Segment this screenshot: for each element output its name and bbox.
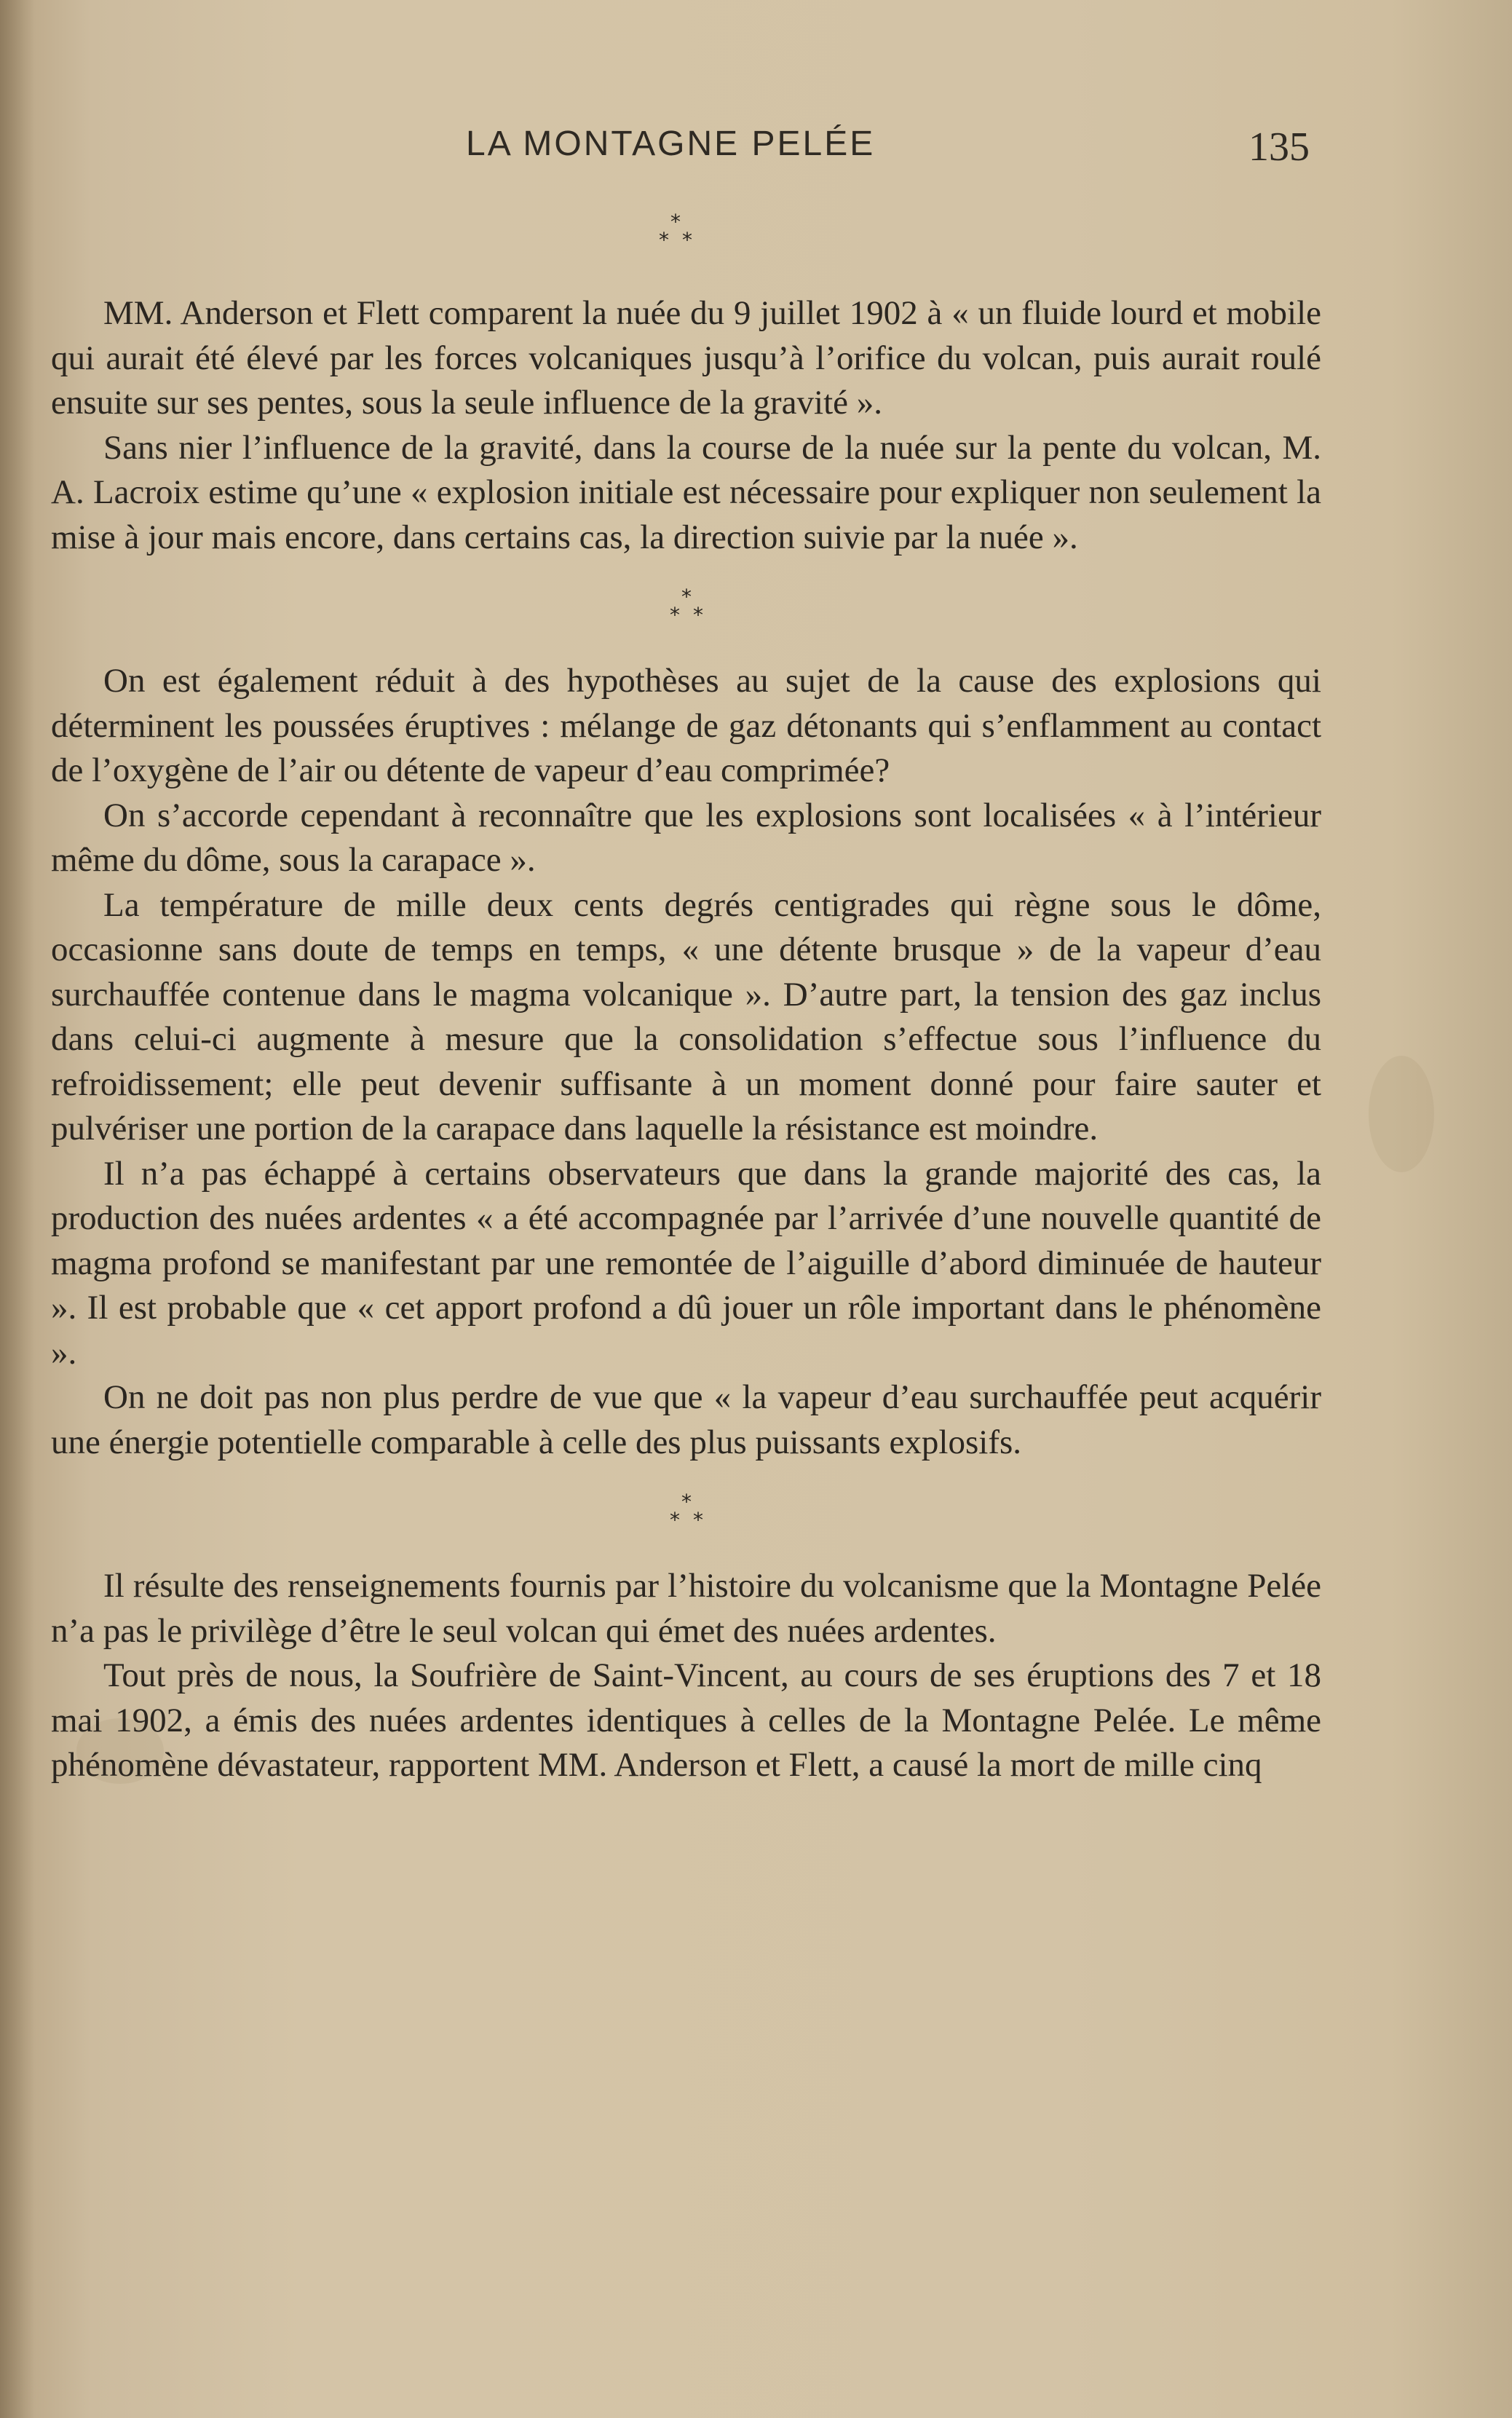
paragraph: On s’accorde cependant à reconnaître que les explosions sont localisées « à l’intérieur même du dôme, sous la carapace ».: [51, 796, 1321, 879]
svg-text:*: *: [669, 1508, 680, 1532]
asterism-divider: [648, 211, 703, 261]
paragraph: Il résulte des renseignements fournis par l’histoire du volcanisme que la Montagne Pelée n’a pas le privilège d’être le seul volcan qui émet des nuées ardentes.: [51, 1567, 1321, 1650]
asterism-icon: [659, 586, 714, 633]
svg-text:*: *: [670, 211, 681, 234]
svg-text:*: *: [669, 603, 680, 627]
paragraph: La température de mille deux cents degrés centigrades qui règne sous le dôme, occasionne sans doute de temps en temps, « une détente brusque » de la vapeur d’eau surchauffée contenue dans le magma volcanique ». D’autre part, la tension des gaz inclus dans celui-ci augmente à mesure que la consolidation s’effectue sous l’influence du refroidissement; elle peut devenir suffisante à un moment donné pour faire sauter et pulvériser une portion de la carapace dans laquelle la résistance est moindre.: [51, 885, 1321, 1147]
running-title: LA MONTAGNE PELÉE: [466, 125, 876, 163]
asterism-icon: [648, 211, 703, 258]
paragraph: On est également réduit à des hypothèses au sujet de la cause des explosions qui déterminent les poussées éruptives : mélange de gaz détonants qui s’enflamment au contact de l’oxygène de l’air ou détente de vapeur d’eau comprimée?: [51, 662, 1321, 789]
paragraph: Sans nier l’influence de la gravité, dans la course de la nuée sur la pente du volcan, M. A. Lacroix estime qu’une « explosion initiale est nécessaire pour expliquer non seulement la mise à jour mais encore, dans certains cas, la direction suivie par la nuée ».: [51, 428, 1321, 556]
page-number: 135: [1248, 125, 1310, 170]
paragraph: Tout près de nous, la Soufrière de Saint-Vincent, au cours de ses éruptions des 7 et 18 mai 1902, a émis des nuées ardentes identiques à celles de la Montagne Pelée. Le même phénomène dévastateur, rapportent MM. Anderson et Flett, a causé la mort de mille cinq: [51, 1656, 1321, 1784]
paper-stain: [1369, 1056, 1434, 1172]
asterism-divider: [51, 1465, 1321, 1564]
asterism-icon: [659, 1491, 714, 1538]
svg-text:*: *: [692, 603, 703, 627]
svg-text:*: *: [681, 1491, 692, 1514]
paragraph: On ne doit pas non plus perdre de vue que « la vapeur d’eau surchauffée peut acquérir une énergie potentielle comparable à celle des plus puissants explosifs.: [51, 1378, 1321, 1461]
paragraph: MM. Anderson et Flett comparent la nuée du 9 juillet 1902 à « un fluide lourd et mobile qui aurait été élevé par les forces volcaniques jusqu’à l’orifice du volcan, puis aurait roulé ensuite sur ses pentes, sous la seule influence de la gravité ».: [51, 294, 1321, 422]
svg-text:*: *: [659, 228, 669, 252]
paragraph: Il n’a pas échappé à certains observateurs que dans la grande majorité des cas, la production des nuées ardentes « a été accompagnée par l’arrivée d’une nouvelle quantité de magma profond se manifestant par une remontée de l’aiguille d’abord diminuée de hauteur ». Il est probable que « cet apport profond a dû jouer un rôle important dans le phénomène ».: [51, 1154, 1321, 1372]
asterism-divider: [51, 560, 1321, 659]
svg-text:*: *: [682, 228, 692, 252]
svg-text:*: *: [692, 1508, 703, 1532]
main-text-block: [51, 291, 1321, 1788]
running-header: [0, 116, 1512, 175]
svg-text:*: *: [681, 586, 692, 609]
page-spine-shadow: [0, 0, 35, 2418]
